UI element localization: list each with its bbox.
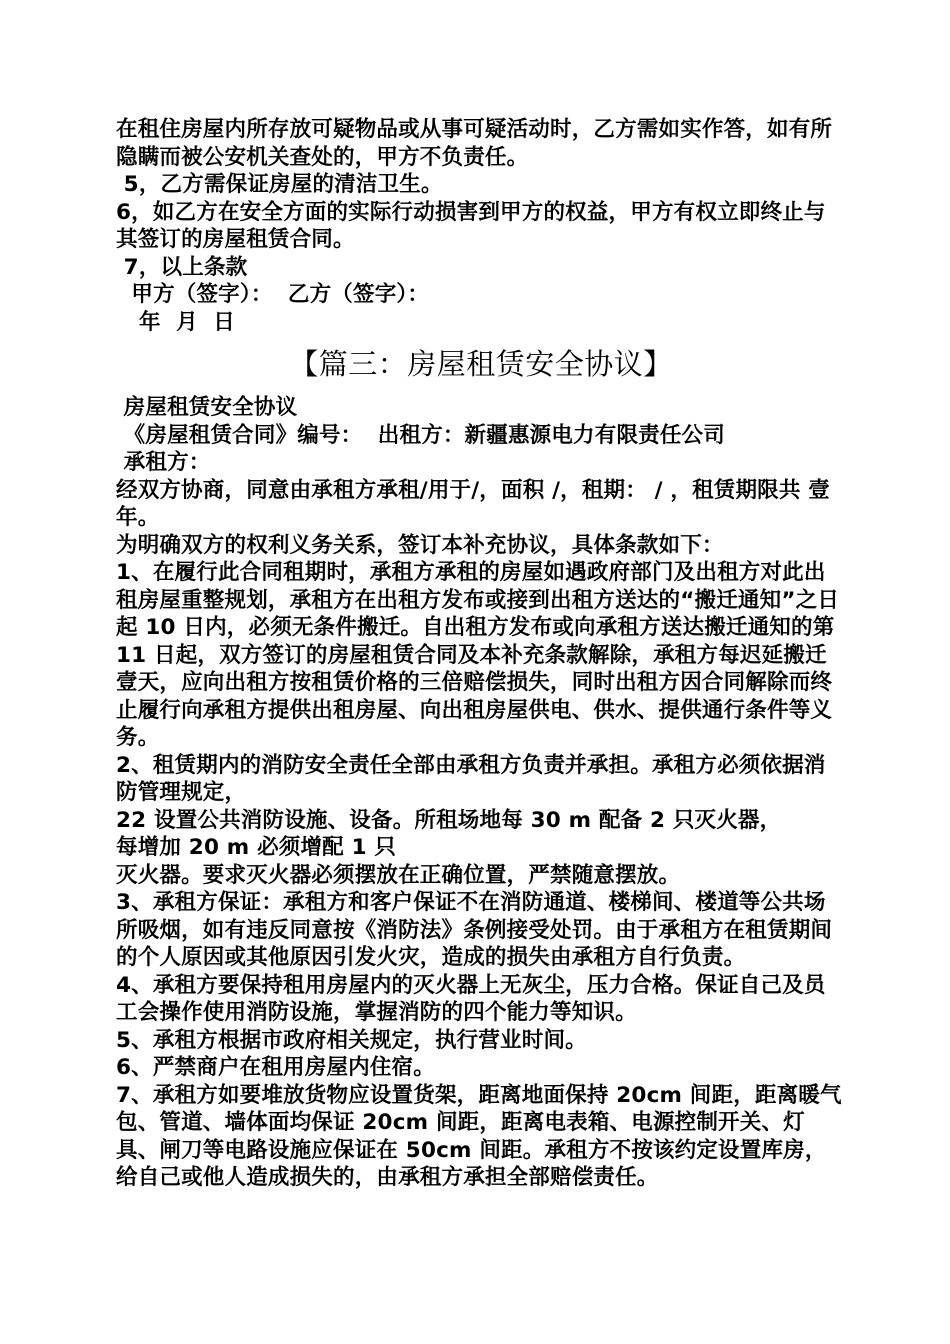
document-body xyxy=(116,116,846,1192)
paragraph: 7，以上条款 xyxy=(116,254,248,280)
date-line: 年 月 日 xyxy=(116,309,235,335)
paragraph: 22 设置公共消防设施、设备。所租场地每 30 m 配备 2 只灭火器， xyxy=(116,807,782,833)
clause-6: 6、严禁商户在租用房屋内住宿。 xyxy=(116,1055,435,1080)
paragraph: 在租住房屋内所存放可疑物品或从事可疑活动时，乙方需如实作答，如有所隐瞒而被公安机关查处的，甲方不负责任。 xyxy=(116,117,833,170)
paragraph: 6，如乙方在安全方面的实际行动损害到甲方的权益，甲方有权立即终止与其签订的房屋租赁合同。 xyxy=(116,199,826,252)
paragraph: 为明确双方的权利义务关系，签订本补充协议，具体条款如下： xyxy=(116,532,724,558)
lessee-line: 承租方： xyxy=(116,450,211,475)
signature-line: 甲方（签字）： 乙方（签字）： xyxy=(116,282,430,307)
clause-1: 1、在履行此合同租期时，承租方承租的房屋如遇政府部门及出租方对此出租房屋重整规划，承租方在出租方发布或接到出租方送达的“搬迁通知”之日起 10 日内，必须无条件搬迁。自出租方发布或向承租方送达搬迁通知的第 11 日起，双方签订的房屋租赁合同及本补充条款解除，承租方每迟延搬迁壹天，应向出租方按租赁价格的三倍赔偿损失，同时出租方因合同解除而终止履行向承租方提供出租房屋、向出租房屋供电、供水、提供通行条件等义务。 xyxy=(116,560,840,750)
clause-2: 2、租赁期内的消防安全责任全部由承租方负责并承担。承租方必须依据消防管理规定， xyxy=(116,752,826,805)
section-heading: 【篇三：房屋租赁安全协议】 xyxy=(289,347,673,381)
clause-7: 7、承租方如要堆放货物应设置货架，距离地面保持 20cm 间距，距离暖气包、管道、墙体面均保证 20cm 间距，距离电表箱、电源控制开关、灯具、闸刀等电路设施应保证在 50cm 间距。承租方不按该约定设置库房，给自己或他人造成损失的，由承租方承担全部赔偿责任。 xyxy=(116,1082,842,1190)
paragraph: 经双方协商，同意由承租方承租/用于/，面积 /，租期： / ，租赁期限共 壹 年。 xyxy=(116,477,830,530)
clause-5: 5、承租方根据市政府相关规定，执行营业时间。 xyxy=(116,1027,587,1053)
document-title: 房屋租赁安全协议 xyxy=(116,395,298,420)
paragraph: 5，乙方需保证房屋的清洁卫生。 xyxy=(116,172,443,197)
clause-3: 3、承租方保证：承租方和客户保证不在消防通道、楼梯间、楼道等公共场所吸烟，如有违反同意按《消防法》条例接受处罚。由于承租方在租赁期间的个人原因或其他原因引发火灾，造成的损失由承租方自行负责。 xyxy=(116,890,833,970)
paragraph: 每增加 20 m 必须增配 1 只 xyxy=(116,835,397,860)
clause-4: 4、承租方要保持租用房屋内的灭火器上无灰尘，压力合格。保证自己及员工会操作使用消防设施，掌握消防的四个能力等知识。 xyxy=(116,972,826,1025)
contract-number-line: 《房屋租赁合同》编号： 出租方：新疆惠源电力有限责任公司 xyxy=(116,422,725,448)
paragraph: 灭火器。要求灭火器必须摆放在正确位置，严禁随意摆放。 xyxy=(116,862,681,888)
